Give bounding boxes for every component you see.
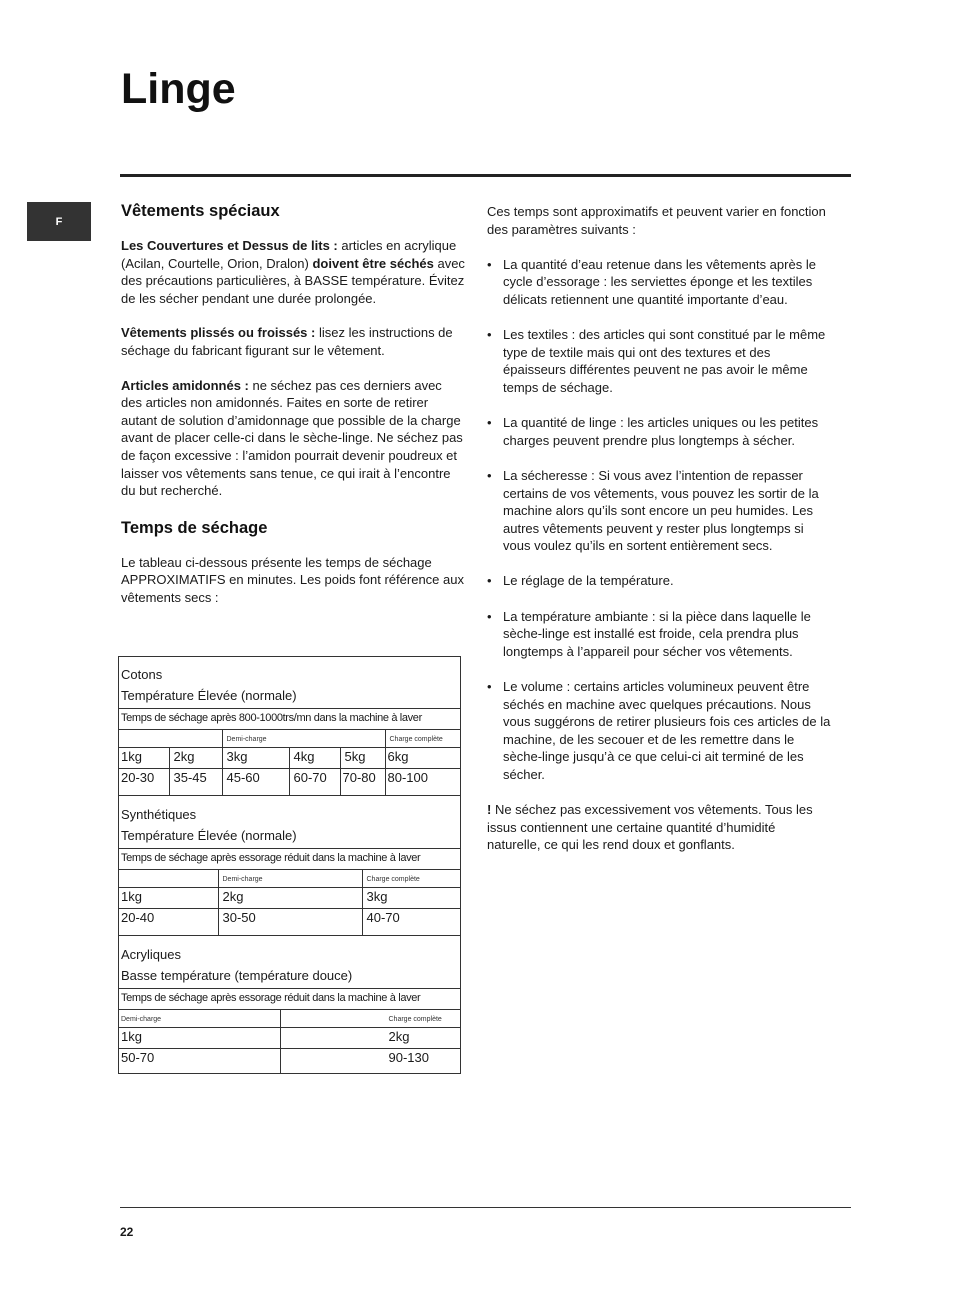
blankets-text-a: articles en acrylique (Acilan, Courtelle, Orion, Dralon)	[121, 238, 457, 271]
acryliques-weights-row	[119, 1028, 460, 1049]
page-number: 22	[120, 1225, 134, 1239]
list-item: • Les textiles : des articles qui sont constitué par le même type de textile mais qui ont des textures et des épaisseurs différentes peuvent ne pas avoir le même temps de séchage.	[487, 326, 832, 396]
starched-text: ne séchez pas ces derniers avec des articles non amidonnés. Faites en sorte de retirer autant de solution d’amidonnage que possible de la charge avant de placer celle-ci dans le sèche-linge. Ne séchez pas de façon excessive : l’amidon pourrait devenir poudreux et laisser vos vêtements sans tenue, ce qui irait à l’encontre du but recherché.	[121, 377, 463, 499]
list-item: • La quantité de linge : les articles uniques ou les petites charges peuvent prendre plus longtemps à sécher.	[487, 414, 832, 449]
synthetiques-weight: 3kg	[362, 888, 460, 909]
cotons-time: 45-60	[222, 769, 289, 796]
cotons-time: 35-45	[169, 769, 222, 796]
warning-text: Ne séchez pas excessivement vos vêtements. Tous les issus contiennent une certaine quantité d’humidité naturelle, ce qui les rend doux et gonflants.	[487, 802, 813, 853]
list-item: • La sécheresse : Si vous avez l’intention de repasser certains de vos vêtements, vous pouvez les sortir de la machine alors qu’ils sont encore un peu humides. Les autres vêtements peuvent y rester plus longtemps si vous voulez qu’ils en sortent entièrement secs.	[487, 467, 832, 555]
drying-times-intro: Le tableau ci-dessous présente les temps de séchage APPROXIMATIFS en minutes. Les poids font référence aux vêtements secs :	[121, 554, 464, 605]
pleated-lead: Vêtements plissés ou froissés :	[121, 325, 316, 341]
left-column	[121, 200, 466, 624]
cotons-time: 60-70	[289, 769, 340, 796]
acryliques-name: Acryliques	[121, 947, 181, 962]
synthetiques-weights-row	[119, 888, 460, 909]
right-column	[487, 203, 832, 871]
pleated-paragraph	[121, 324, 466, 359]
synthetiques-weight: 1kg	[119, 888, 218, 909]
synthetiques-condition: Temps de séchage après essorage réduit dans la machine à laver	[119, 849, 460, 870]
synthetiques-weight: 2kg	[218, 888, 362, 909]
cotons-condition: Temps de séchage après 800-1000trs/mn dans la machine à laver	[119, 709, 460, 730]
cotons-times-row	[119, 769, 460, 796]
acryliques-half-load: Demi-charge	[119, 1010, 280, 1028]
synthetiques-name: Synthétiques	[121, 807, 197, 822]
list-item: • La température ambiante : si la pièce dans laquelle le sèche-linge est installé est froide, cela prendra plus longtemps à l’appareil pour sécher vos vêtements.	[487, 608, 832, 661]
cotons-load-row	[119, 730, 460, 748]
footer-rule	[120, 1207, 851, 1208]
synthetiques-temp: Température Élevée (normale)	[121, 827, 297, 843]
synthetiques-full-load: Charge complète	[362, 870, 460, 888]
cotons-weight: 2kg	[169, 748, 222, 769]
cotons-weight: 4kg	[289, 748, 340, 769]
acryliques-time: 90-130	[280, 1049, 460, 1074]
factors-list	[487, 256, 832, 784]
factors-intro: Ces temps sont approximatifs et peuvent varier en fonction des paramètres suivants :	[487, 204, 826, 237]
list-item: • Le volume : certains articles volumineux peuvent être séchés en machine avec quelques précautions. Nous vous suggérons de retirer plusieurs fois ces articles de la machine, de les secouer et de les remettre dans le sèche-linge jusqu’à ce que celui-ci ait terminé de les sécher.	[487, 678, 832, 784]
cotons-weight: 3kg	[222, 748, 289, 769]
acryliques-grid	[119, 1010, 460, 1073]
acryliques-load-row	[119, 1010, 460, 1028]
warning-icon: !	[487, 802, 492, 818]
synthetiques-load-row	[119, 870, 460, 888]
synthetiques-half-load: Demi-charge	[218, 870, 362, 888]
synthetiques-times-row	[119, 909, 460, 936]
acryliques-header	[119, 936, 460, 989]
cotons-weight: 1kg	[119, 748, 169, 769]
cotons-time: 70-80	[340, 769, 385, 796]
header-rule	[120, 174, 851, 177]
blankets-strong: doivent être séchés	[312, 255, 434, 271]
cotons-weights-row	[119, 748, 460, 769]
acryliques-temp: Basse température (température douce)	[121, 967, 353, 983]
blankets-lead: Les Couvertures et Dessus de lits :	[121, 238, 338, 253]
list-item: • Le réglage de la température.	[487, 572, 832, 590]
blankets-text-b: avec des précautions particulières, à BASSE température. Évitez de les sécher pendant une durée prolongée.	[121, 255, 465, 306]
cotons-time: 20-30	[119, 769, 169, 796]
acryliques-full-load: Charge complète	[280, 1010, 460, 1028]
cotons-header	[119, 657, 460, 709]
synthetiques-time: 20-40	[119, 909, 218, 936]
synthetiques-grid	[119, 870, 460, 936]
cotons-name: Cotons	[121, 667, 163, 682]
synthetiques-time: 40-70	[362, 909, 460, 936]
starched-paragraph	[121, 377, 466, 500]
synthetiques-time: 30-50	[218, 909, 362, 936]
page-title: Linge	[121, 65, 236, 113]
special-clothes-heading: Vêtements spéciaux	[121, 202, 280, 220]
cotons-full-load: Charge complète	[385, 730, 460, 748]
blankets-paragraph	[121, 237, 466, 307]
starched-lead: Articles amidonnés :	[121, 377, 249, 393]
acryliques-weight: 2kg	[280, 1028, 460, 1049]
acryliques-time: 50-70	[121, 1050, 155, 1065]
cotons-temp: Température Élevée (normale)	[121, 687, 297, 703]
language-tab: F	[27, 202, 91, 241]
cotons-time: 80-100	[385, 769, 460, 796]
list-item: • La quantité d’eau retenue dans les vêtements après le cycle d’essorage : les serviettes éponge et les textiles délicats retiennent une quantité importante d’eau.	[487, 256, 832, 309]
synthetiques-header	[119, 796, 460, 849]
acryliques-times-row	[119, 1049, 460, 1074]
drying-times-table	[118, 656, 461, 1074]
acryliques-condition: Temps de séchage après essorage réduit dans la machine à laver	[119, 989, 460, 1010]
warning-paragraph	[487, 801, 832, 854]
cotons-half-load: Demi-charge	[222, 730, 385, 748]
cotons-weight: 5kg	[340, 748, 385, 769]
cotons-weight: 6kg	[385, 748, 460, 769]
pleated-text: lisez les instructions de séchage du fabricant figurant sur le vêtement.	[121, 325, 453, 358]
acryliques-weight: 1kg	[119, 1028, 280, 1049]
cotons-grid	[119, 730, 460, 796]
drying-times-heading: Temps de séchage	[121, 518, 268, 537]
